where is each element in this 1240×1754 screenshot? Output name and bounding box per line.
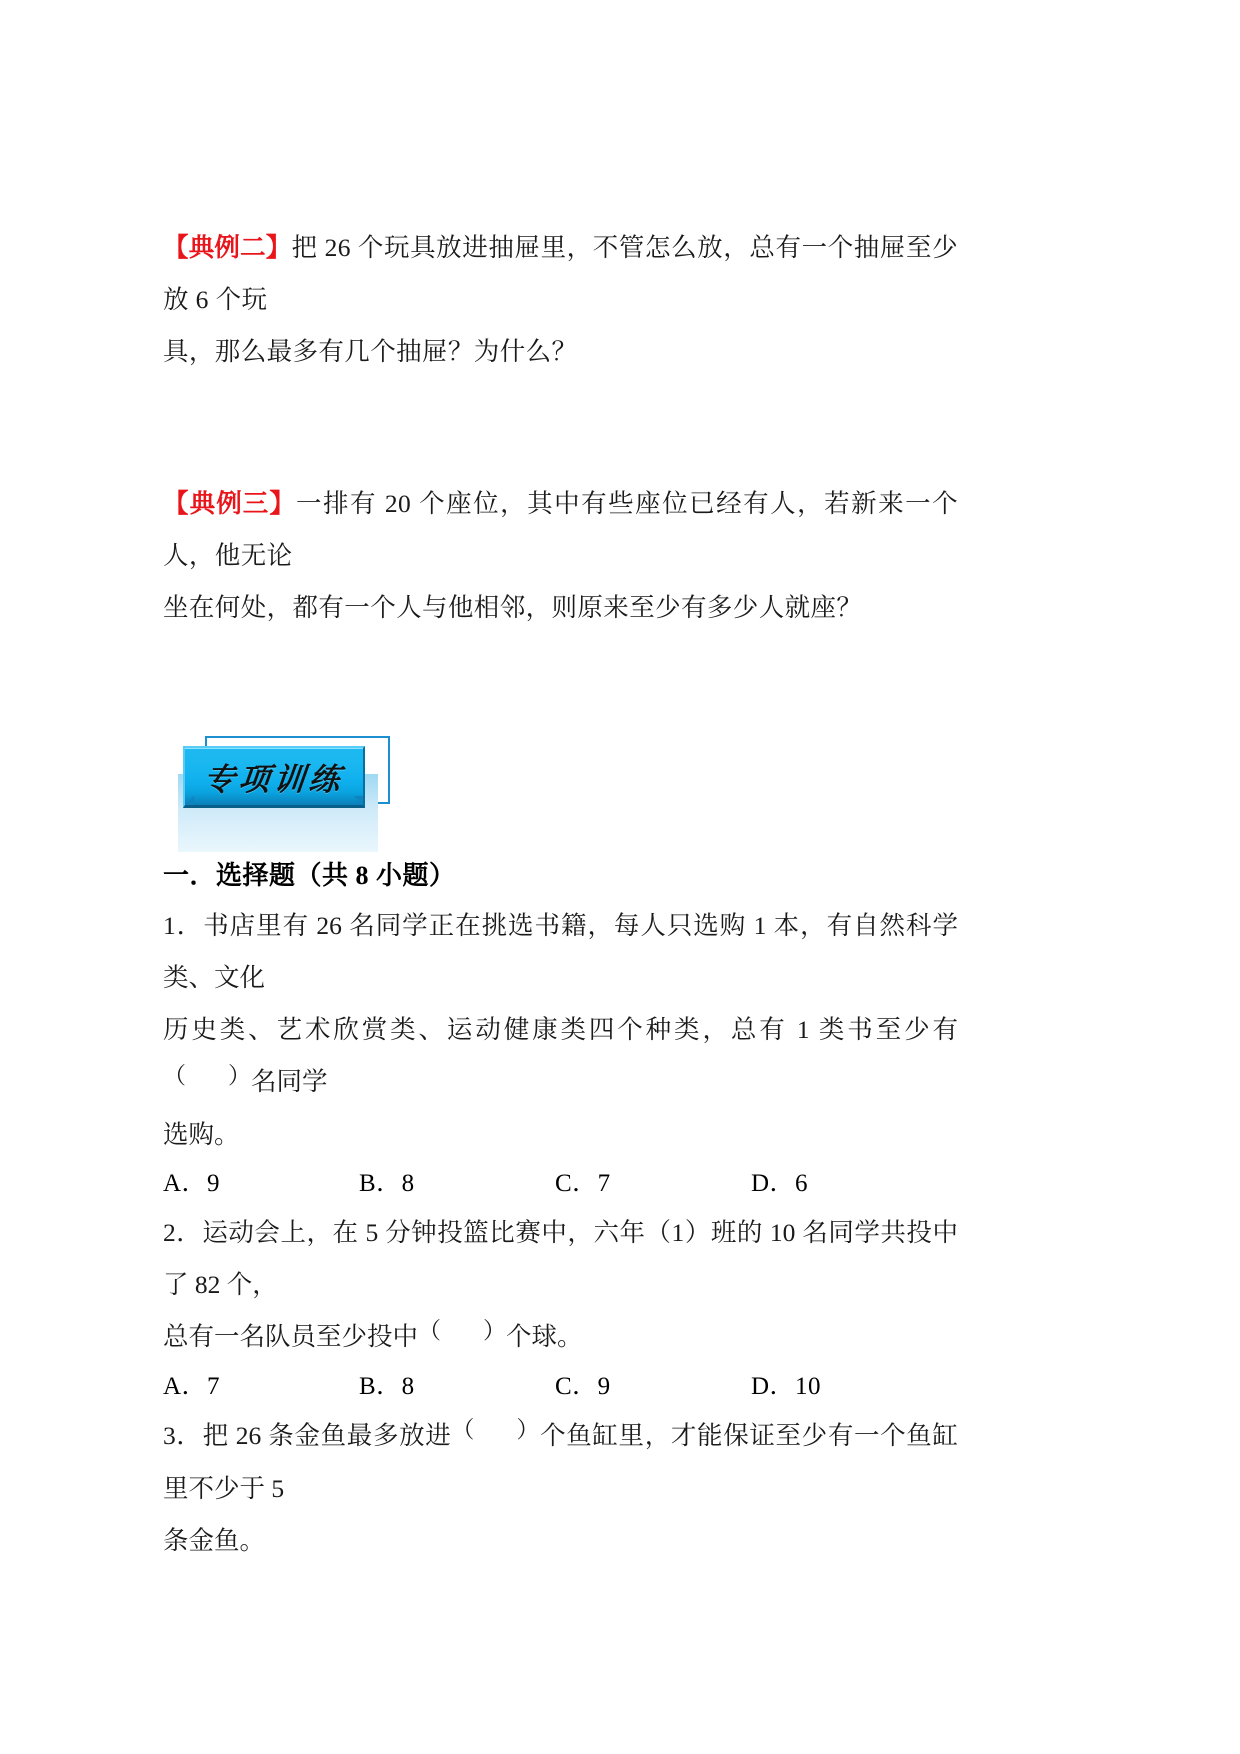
question-1-options bbox=[163, 1161, 958, 1207]
question-1-option-c[interactable]: C．7 bbox=[555, 1170, 611, 1197]
example-three-paragraph bbox=[163, 478, 958, 582]
example-two-paragraph bbox=[163, 222, 958, 326]
question-1-line-2 bbox=[163, 1004, 958, 1109]
blank-open-paren: （ bbox=[418, 1318, 442, 1343]
blank-close-paren: ） bbox=[228, 1063, 251, 1088]
question-1-text-3: 选购。 bbox=[163, 1120, 240, 1149]
example-two-line-1: 把 26 个玩具放进抽屉里，不管怎么放，总有一个抽屉至少放 6 个玩 bbox=[163, 233, 958, 314]
question-2-option-a[interactable]: A．7 bbox=[163, 1373, 221, 1400]
question-2-text-2-pre: 总有一名队员至少投中 bbox=[163, 1322, 419, 1351]
question-3-text-1-pre: 把 26 条金鱼最多放进 bbox=[202, 1421, 452, 1450]
question-1-line-1 bbox=[163, 900, 958, 1004]
question-2-answer-blank bbox=[418, 1305, 506, 1357]
question-2-line-2 bbox=[163, 1311, 958, 1364]
question-2-text-2-post: 个球。 bbox=[506, 1322, 583, 1351]
blank-open-paren: （ bbox=[163, 1063, 186, 1088]
question-2-number: 2． bbox=[163, 1218, 203, 1247]
question-1-line-3 bbox=[163, 1109, 958, 1161]
example-two-line-2: 具，那么最多有几个抽屉？为什么？ bbox=[163, 337, 578, 366]
question-1-option-b[interactable]: B．8 bbox=[359, 1170, 415, 1197]
example-two-line-2-row bbox=[163, 326, 958, 378]
question-3-line-2 bbox=[163, 1515, 958, 1567]
example-three-label: 【典例三】 bbox=[163, 489, 297, 518]
question-1-number: 1． bbox=[163, 911, 204, 940]
question-3-text-1-post: 个鱼缸里，才能保证至少有一个鱼缸里不少于 5 bbox=[163, 1421, 958, 1503]
banner-title-text: 专项训练 bbox=[201, 762, 346, 797]
example-three-line-2: 坐在何处，都有一个人与他相邻，则原来至少有多少人就座？ bbox=[163, 593, 863, 622]
special-training-banner bbox=[178, 736, 438, 846]
question-2-option-b[interactable]: B．8 bbox=[359, 1373, 415, 1400]
question-3-line-1 bbox=[163, 1410, 958, 1515]
question-2-line-1 bbox=[163, 1207, 958, 1311]
question-3-number: 3． bbox=[163, 1421, 203, 1450]
question-list bbox=[163, 900, 958, 1567]
question-1-option-a[interactable]: A．9 bbox=[163, 1170, 221, 1197]
question-1-answer-blank bbox=[163, 1050, 251, 1102]
example-three-line-1: 一排有 20 个座位，其中有些座位已经有人，若新来一个人，他无论 bbox=[163, 489, 958, 570]
blank-close-paren: ） bbox=[516, 1417, 540, 1442]
question-2-options bbox=[163, 1364, 958, 1410]
question-1-text-1: 书店里有 26 名同学正在挑选书籍，每人只选购 1 本，有自然科学类、文化 bbox=[163, 911, 958, 992]
question-2-option-c[interactable]: C．9 bbox=[555, 1373, 611, 1400]
question-2-text-1: 运动会上，在 5 分钟投篮比赛中，六年（1）班的 10 名同学共投中了 82 个， bbox=[163, 1218, 958, 1299]
question-2-option-d[interactable]: D．10 bbox=[751, 1373, 822, 1400]
banner-button-face bbox=[183, 746, 365, 808]
question-3-answer-blank bbox=[451, 1404, 539, 1456]
question-1-text-2-pre: 历史类、艺术欣赏类、运动健康类四个种类，总有 1 类书至少有 bbox=[163, 1015, 958, 1044]
blank-close-paren: ） bbox=[483, 1318, 507, 1343]
example-two-block bbox=[163, 222, 958, 378]
example-three-line-2-row bbox=[163, 582, 958, 634]
question-1-option-d[interactable]: D．6 bbox=[751, 1170, 809, 1197]
example-two-label: 【典例二】 bbox=[163, 233, 292, 262]
blank-open-paren: （ bbox=[451, 1417, 475, 1442]
question-1-text-2-post: 名同学 bbox=[251, 1067, 328, 1096]
question-3-text-2: 条金鱼。 bbox=[163, 1526, 266, 1555]
example-three-block bbox=[163, 478, 958, 634]
section-heading: 一．选择题（共 8 小题） bbox=[163, 861, 456, 890]
